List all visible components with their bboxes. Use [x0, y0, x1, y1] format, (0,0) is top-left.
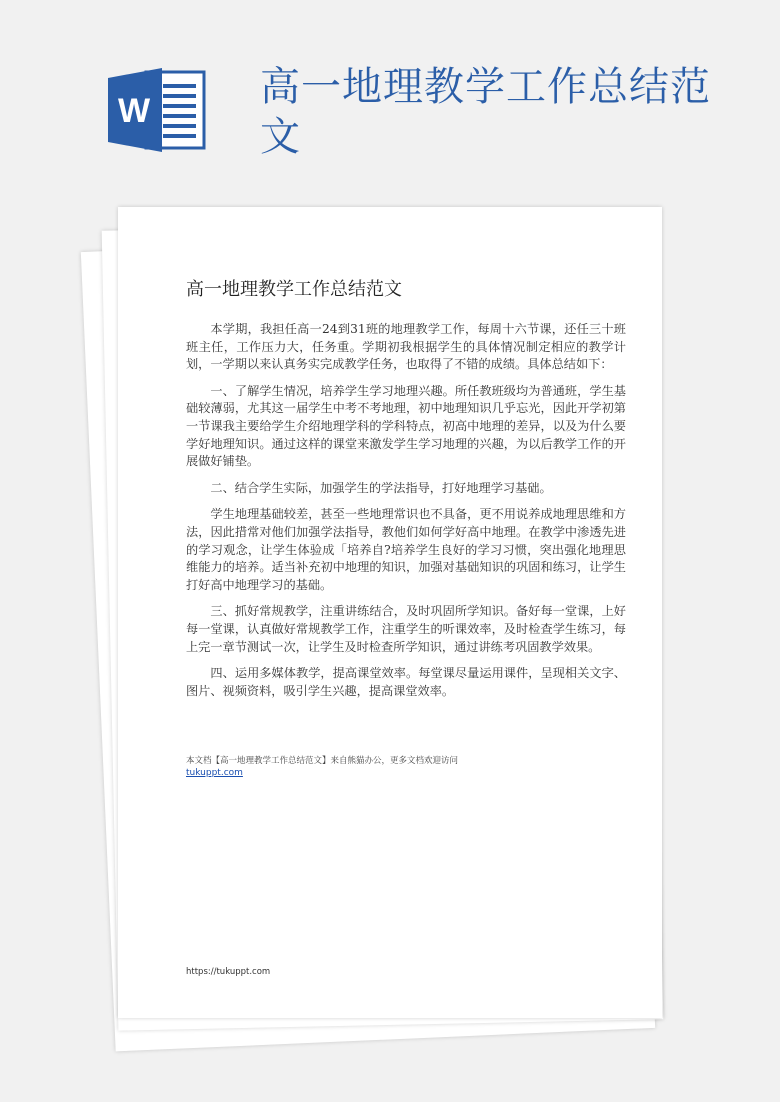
paragraph: 四、运用多媒体教学，提高课堂效率。每堂课尽量运用课件，呈现相关文字、图片、视频资料，吸引学生兴趣，提高课堂效率。 [186, 666, 626, 698]
paragraph: 本学期，我担任高一24到31班的地理教学工作，每周十六节课，还任三十班班主任，工作压力大，任务重。学期初我根据学生的具体情况制定相应的教学计划，一学期以来认真务实完成教学任务，也取得了不错的成绩。具体总结如下： [186, 322, 626, 372]
paragraph: 学生地理基础较差，甚至一些地理常识也不具备，更不用说养成地理思维和方法，因此措常对他们加强学法指导，教他们如何学好高中地理。在教学中渗透先进的学习观念，让学生体验成「培养自?培养学生良好的学习习惯，突出强化地理思维能力的培养。适当补充初中地理的知识，加强对基础知识的巩固和练习，让学生打好高中地理学习的基础。 [186, 507, 626, 592]
footer-link[interactable]: tukuppt.com [186, 768, 243, 778]
document-title: 高一地理教学工作总结范文 [186, 279, 402, 300]
word-icon [108, 68, 208, 152]
svg-text:W: W [117, 92, 151, 130]
document-page [118, 207, 662, 1018]
header-title: 高一地理教学工作总结范文 [260, 64, 711, 160]
paragraph: 二、结合学生实际，加强学生的学法指导，打好地理学习基础。 [210, 480, 552, 495]
paragraph: 一、了解学生情况，培养学生学习地理兴趣。所任教班级均为普通班，学生基础较薄弱，尤其这一届学生中考不考地理，初中地理知识几乎忘光，因此开学初第一节课我主要给学生介绍地理学科的学科特点，初高中地理的差异，以及为什么要学好地理知识。通过这样的课堂来激发学生学习地理的兴趣，为以后教学工作的开展做好铺垫。 [186, 383, 626, 469]
paragraph: 三、抓好常规教学，注重讲练结合，及时巩固所学知识。备好每一堂课，上好每一堂课，认真做好常规教学工作，注重学生的听课效率，及时检查学生练习，每上完一章节测试一次，让学生及时检查所学知识，通过讲练考巩固教学效果。 [186, 604, 626, 654]
footer-note [186, 755, 458, 779]
footer-note-text: 本文档【高一地理教学工作总结范文】来自熊猫办公，更多文档欢迎访问 [186, 756, 459, 766]
page-url: https://tukuppt.com [186, 967, 271, 977]
document-body [186, 321, 626, 709]
